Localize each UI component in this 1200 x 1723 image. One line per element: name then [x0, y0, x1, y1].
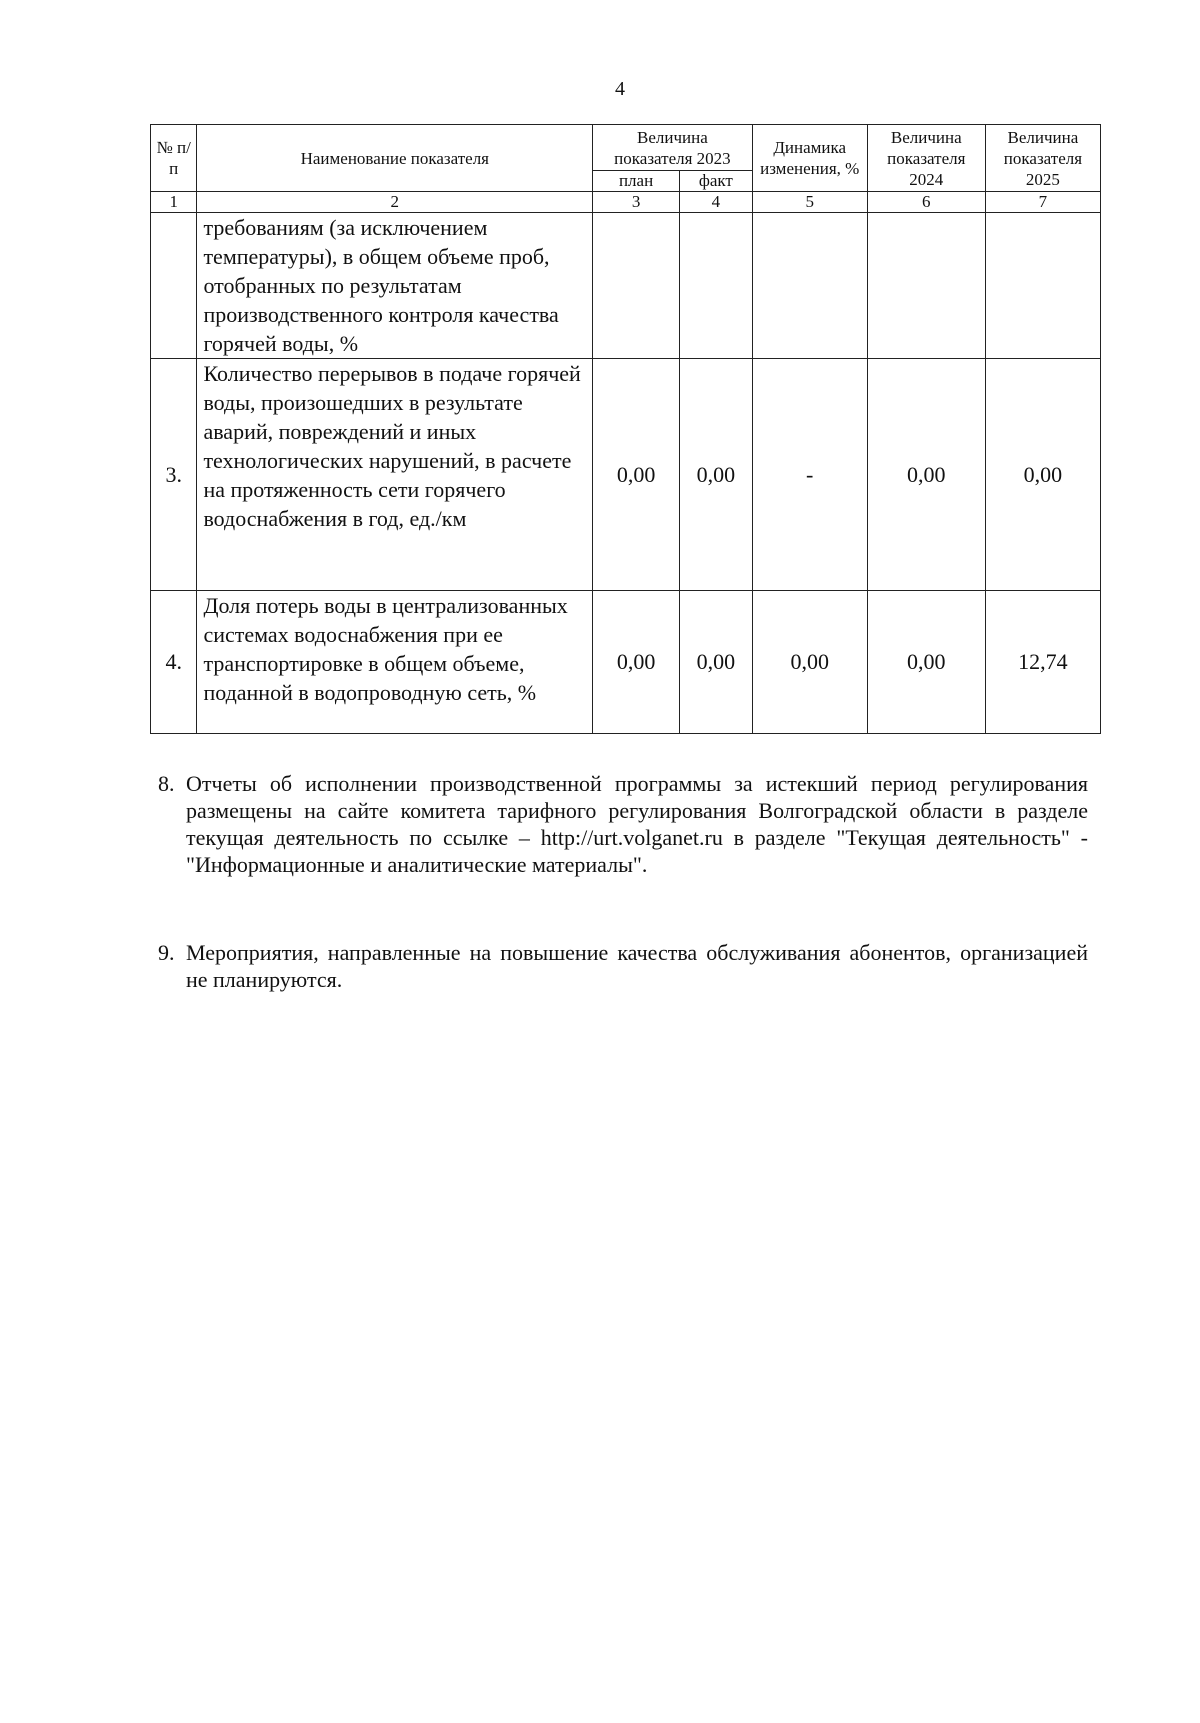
paragraph-text: Отчеты об исполнении производственной программы за истекший период регулирования размещены на сайте комитета тарифного регулирования Волгоградской области в разделе текущая деятельность по ссылке – http://urt.volganet.ru в разделе "Текущая деятельность" - "Информационные и аналитические материалы". [186, 771, 1088, 877]
column-index: 7 [985, 192, 1100, 213]
paragraph-marker: 9. [158, 940, 175, 965]
value-2025 [985, 213, 1100, 359]
plan-value [593, 213, 680, 359]
column-index: 3 [593, 192, 680, 213]
row-number [151, 213, 197, 359]
column-index: 4 [679, 192, 752, 213]
indicators-table [150, 124, 1101, 734]
row-number: 4. [151, 591, 197, 734]
column-index: 6 [867, 192, 985, 213]
paragraph-text: Мероприятия, направленные на повышение качества обслуживания абонентов, организацией не планируются. [186, 940, 1088, 992]
fact-value: 0,00 [679, 359, 752, 591]
plan-value: 0,00 [593, 359, 680, 591]
page-number: 4 [615, 78, 625, 100]
indicator-name: Доля потерь воды в централизованных системах водоснабжения при ее транспортировке в общем объеме, поданной в водопроводную сеть, % [197, 591, 593, 734]
header-value-2023: Величина показателя 2023 [593, 125, 753, 171]
value-2024 [867, 213, 985, 359]
fact-value: 0,00 [679, 591, 752, 734]
dynamics-value: 0,00 [752, 591, 867, 734]
paragraph-marker: 8. [158, 771, 175, 796]
header-dynamics: Динамика изменения, % [752, 125, 867, 192]
dynamics-value [752, 213, 867, 359]
fact-value [679, 213, 752, 359]
row-number: 3. [151, 359, 197, 591]
paragraph-measures [158, 939, 1088, 993]
indicator-name: требованиям (за исключением температуры), в общем объеме проб, отобранных по результатам производственного контроля качества горячей воды, % [197, 213, 593, 359]
indicator-name: Количество перерывов в подаче горячей воды, произошедших в результате аварий, повреждений и иных технологических нарушений, в расчете на протяженность сети горячего водоснабжения в год, ед./км [197, 359, 593, 591]
header-num: № п/п [151, 125, 197, 192]
paragraph-reports [158, 770, 1088, 878]
header-fact: факт [679, 171, 752, 192]
column-index: 2 [197, 192, 593, 213]
table-row [151, 359, 1101, 591]
table-row [151, 591, 1101, 734]
table-row [151, 213, 1101, 359]
column-index: 1 [151, 192, 197, 213]
header-name: Наименование показателя [197, 125, 593, 192]
value-2024: 0,00 [867, 591, 985, 734]
value-2025: 12,74 [985, 591, 1100, 734]
header-plan: план [593, 171, 680, 192]
plan-value: 0,00 [593, 591, 680, 734]
dynamics-value: - [752, 359, 867, 591]
value-2025: 0,00 [985, 359, 1100, 591]
column-index: 5 [752, 192, 867, 213]
value-2024: 0,00 [867, 359, 985, 591]
header-value-2024: Величина показателя 2024 [867, 125, 985, 192]
header-value-2025: Величина показателя 2025 [985, 125, 1100, 192]
